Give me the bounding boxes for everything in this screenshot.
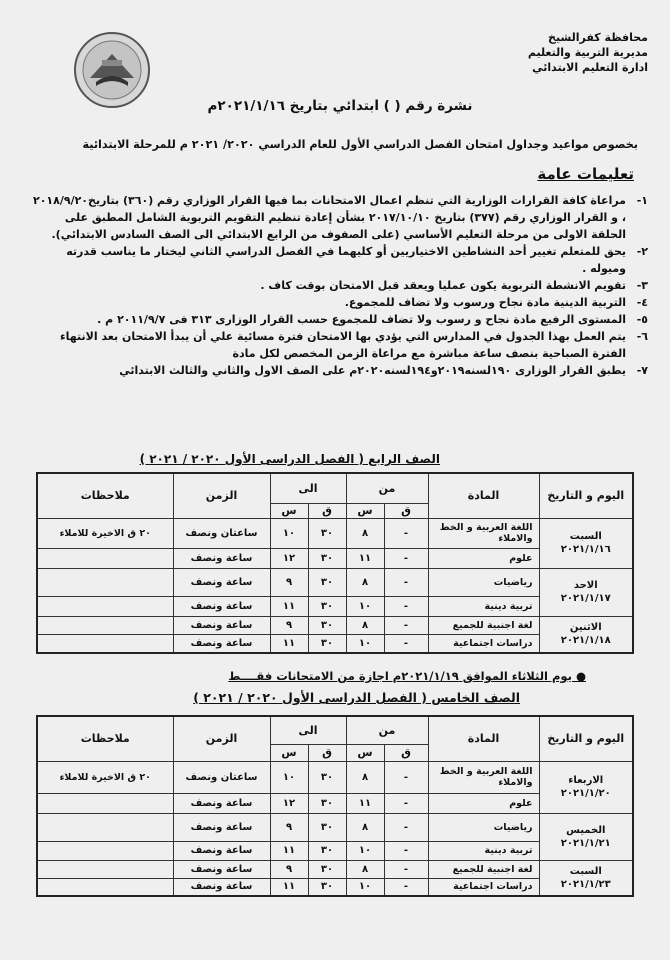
duration-cell: ساعة ونصف: [173, 634, 270, 653]
day-name: الاثنين: [569, 622, 602, 634]
from-hours-cell: ١٠: [346, 841, 384, 860]
from-hours-cell: ٨: [346, 518, 384, 548]
from-hours-cell: ٨: [346, 568, 384, 596]
from-minutes-cell: -: [384, 761, 428, 793]
instruction-number: ٣-: [636, 279, 648, 292]
ministry-header: [528, 30, 648, 75]
from-hours-header: س: [346, 744, 384, 761]
to-minutes-cell: ٣٠: [308, 860, 346, 878]
duration-cell: ساعة ونصف: [173, 793, 270, 813]
to-minutes-cell: ٣٠: [308, 761, 346, 793]
to-hours-header: س: [270, 503, 308, 518]
to-minutes-cell: ٣٠: [308, 596, 346, 616]
to-hours-cell: ٩: [270, 813, 308, 841]
to-header: الى: [270, 473, 346, 503]
duration-cell: ساعة ونصف: [173, 548, 270, 568]
instruction-text: يحق للمتعلم تغيير أحد النشاطين الاختياريين أو كليهما في الفصل الدراسي الثاني ليختار ما يناسب قدرته وميوله .: [66, 245, 626, 275]
to-minutes-cell: ٣٠: [308, 616, 346, 634]
to-hours-cell: ٩: [270, 616, 308, 634]
from-hours-cell: ١١: [346, 548, 384, 568]
grade4-schedule-table: [36, 472, 634, 654]
to-minutes-cell: ٣٠: [308, 841, 346, 860]
subject-cell: رياضيات: [428, 813, 539, 841]
instruction-text: يطبق القرار الوزارى ١٩٠لسنه٢٠١٩و١٩٤لسنه٢٠٢٠م على الصف الاول والثاني والثالث الابتدائي: [119, 364, 626, 377]
to-hours-cell: ١١: [270, 878, 308, 896]
subject-header: المادة: [428, 716, 539, 761]
subject-header: المادة: [428, 473, 539, 518]
remarks-header: ملاحظات: [37, 716, 173, 761]
to-minutes-cell: ٣٠: [308, 634, 346, 653]
table-row: [37, 568, 633, 596]
from-hours-cell: ١٠: [346, 634, 384, 653]
to-hours-cell: ١١: [270, 634, 308, 653]
subject-cell: علوم: [428, 793, 539, 813]
bulletin-title: نشرة رقم ( ) ابتدائي بتاريخ ٢٠٢١/١/١٦م: [207, 98, 473, 114]
remarks-cell: [37, 616, 173, 634]
day-date: ٢٠٢١/١/١٨: [560, 635, 611, 647]
subject-cell: دراسات اجتماعية: [428, 634, 539, 653]
to-hours-cell: ١٠: [270, 761, 308, 793]
duration-cell: ساعتان ونصف: [173, 761, 270, 793]
instruction-number: ٦-: [636, 330, 648, 343]
duration-cell: ساعة ونصف: [173, 596, 270, 616]
instruction-item: [30, 192, 648, 243]
subject-line: بخصوص مواعيد وجداول امتحان الفصل الدراسي الأول للعام الدراسي ٢٠٢٠/ ٢٠٢١ م للمرحلة الابتدائية: [82, 138, 638, 151]
instruction-text: تقويم الانشطة التربوية يكون عمليا ويعقد قبل الامتحان بوقت كاف .: [260, 279, 626, 292]
header-row: [37, 716, 633, 744]
instruction-number: ٤-: [636, 296, 648, 309]
day-name: الخميس: [566, 824, 606, 836]
grade4-title: الصف الرابع ( الفصل الدراسى الأول ٢٠٢٠ / ٢٠٢١ ): [139, 452, 440, 466]
header-directorate: مديرية التربية والتعليم: [527, 46, 648, 59]
duration-cell: ساعتان ونصف: [173, 518, 270, 548]
day-cell: [539, 568, 633, 616]
holiday-note-text: يوم الثلاثاء الموافق ٢٠٢١/١/١٩م اجازة من الامتحانات فقــــط: [228, 669, 572, 683]
to-hours-cell: ٩: [270, 860, 308, 878]
day-cell: [539, 518, 633, 568]
from-minutes-cell: -: [384, 616, 428, 634]
from-minutes-cell: -: [384, 841, 428, 860]
to-hours-cell: ١١: [270, 596, 308, 616]
duration-header: الزمن: [173, 473, 270, 518]
to-minutes-cell: ٣٠: [308, 793, 346, 813]
duration-cell: ساعة ونصف: [173, 813, 270, 841]
to-hours-cell: ١١: [270, 841, 308, 860]
from-hours-cell: ١١: [346, 793, 384, 813]
day-date: ٢٠٢١/١/١٧: [560, 593, 611, 604]
to-minutes-cell: ٣٠: [308, 878, 346, 896]
subject-cell: رياضيات: [428, 568, 539, 596]
to-hours-cell: ١٠: [270, 518, 308, 548]
header-governorate: محافظة كفرالشيخ: [548, 31, 648, 44]
table-row: [37, 860, 633, 878]
from-hours-cell: ٨: [346, 761, 384, 793]
instruction-item: [30, 294, 648, 311]
from-hours-cell: ٨: [346, 813, 384, 841]
table-row: [37, 518, 633, 548]
duration-cell: ساعة ونصف: [173, 860, 270, 878]
from-hours-cell: ١٠: [346, 596, 384, 616]
from-minutes-cell: -: [384, 793, 428, 813]
day-cell: [539, 860, 633, 896]
instruction-number: ٢-: [636, 245, 648, 258]
from-header: من: [346, 716, 428, 744]
remarks-cell: [37, 793, 173, 813]
from-minutes-header: ق: [384, 503, 428, 518]
remarks-cell: [37, 860, 173, 878]
duration-cell: ساعة ونصف: [173, 568, 270, 596]
to-minutes-cell: ٣٠: [308, 548, 346, 568]
from-minutes-header: ق: [384, 744, 428, 761]
to-minutes-header: ق: [308, 744, 346, 761]
from-minutes-cell: -: [384, 568, 428, 596]
duration-header: الزمن: [173, 716, 270, 761]
ministry-logo-icon: [72, 30, 152, 110]
table-row: [37, 761, 633, 793]
holiday-note: [228, 669, 586, 683]
instruction-number: ٧-: [636, 364, 648, 377]
table-row: [37, 616, 633, 634]
subject-cell: دراسات اجتماعية: [428, 878, 539, 896]
day-cell: [539, 761, 633, 813]
to-header: الى: [270, 716, 346, 744]
to-hours-cell: ١٢: [270, 548, 308, 568]
from-minutes-cell: -: [384, 860, 428, 878]
day-cell: [539, 616, 633, 653]
instruction-number: ٥-: [636, 313, 648, 326]
instruction-text: المستوى الرفيع مادة نجاح و رسوب ولا تضاف للمجموع حسب القرار الوزارى ٣١٣ فى ٢٠١١/٩/٧ م .: [97, 313, 626, 326]
from-hours-header: س: [346, 503, 384, 518]
day-date: ٢٠٢١/١/٢١: [560, 837, 611, 849]
subject-cell: علوم: [428, 548, 539, 568]
header-administration: ادارة التعليم الابتدائي: [532, 61, 648, 74]
subject-cell: لغة اجنبية للجميع: [428, 860, 539, 878]
to-minutes-cell: ٣٠: [308, 518, 346, 548]
remarks-cell: [37, 813, 173, 841]
from-header: من: [346, 473, 428, 503]
grade5-schedule-table: [36, 715, 634, 897]
duration-cell: ساعة ونصف: [173, 841, 270, 860]
to-minutes-header: ق: [308, 503, 346, 518]
to-minutes-cell: ٣٠: [308, 813, 346, 841]
duration-cell: ساعة ونصف: [173, 878, 270, 896]
to-hours-header: س: [270, 744, 308, 761]
instruction-text: مراعاة كافة القرارات الوزارية التي تنظم اعمال الامتحانات بما فيها القرار الوزاري رقم (٣٦٠) بتاريخ٢٠١٨/٩/٢٠ ، و القرار الوزاري رقم (٣٧٧) بتاريخ ٢٠١٧/١٠/١٠ بشأن إعادة تنظيم التقويم التربوية الشامل المطبق على الحلقة الاولى من مرحلة التعليم الأساسي (على الصفوف من الرابع الابتدائي الى الصف السادس الابتدائي).: [32, 194, 626, 241]
from-hours-cell: ١٠: [346, 878, 384, 896]
from-minutes-cell: -: [384, 813, 428, 841]
day-cell: [539, 813, 633, 860]
from-hours-cell: ٨: [346, 860, 384, 878]
general-instructions-title: تعليمات عامة: [537, 165, 634, 183]
to-hours-cell: ١٢: [270, 793, 308, 813]
day-header: اليوم و التاريخ: [539, 716, 633, 761]
from-minutes-cell: -: [384, 878, 428, 896]
remarks-cell: [37, 878, 173, 896]
instruction-item: [30, 277, 648, 294]
from-minutes-cell: -: [384, 596, 428, 616]
subject-cell: لغة اجنبية للجميع: [428, 616, 539, 634]
from-hours-cell: ٨: [346, 616, 384, 634]
day-header: اليوم و التاريخ: [539, 473, 633, 518]
remarks-cell: [37, 596, 173, 616]
from-minutes-cell: -: [384, 634, 428, 653]
remarks-cell: [37, 841, 173, 860]
duration-cell: ساعة ونصف: [173, 616, 270, 634]
to-minutes-cell: ٣٠: [308, 568, 346, 596]
instruction-text: يتم العمل بهذا الجدول في المدارس التي يؤدي بها الامتحان فترة مسائية علي أن يبدأ الامتحان بعد الانتهاء الفترة الصباحية بنصف ساعة مباشرة مع مراعاة الزمن المخصص لكل مادة: [60, 330, 626, 360]
from-minutes-cell: -: [384, 548, 428, 568]
to-hours-cell: ٩: [270, 568, 308, 596]
remarks-header: ملاحظات: [37, 473, 173, 518]
subject-cell: تربية دينية: [428, 596, 539, 616]
remarks-cell: ٢٠ ق الاخيرة للاملاء: [37, 761, 173, 793]
instructions-list: [30, 192, 648, 379]
grade5-title: الصف الخامس ( الفصل الدراسى الأول ٢٠٢٠ / ٢٠٢١ ): [193, 690, 520, 705]
instruction-item: [30, 328, 648, 362]
subject-cell: اللغة العربية و الخط والاملاء: [428, 761, 539, 793]
subject-cell: تربية دينية: [428, 841, 539, 860]
day-date: ٢٠٢١/١/١٦: [560, 544, 611, 555]
instruction-item: [30, 311, 648, 328]
header-row: [37, 473, 633, 503]
remarks-cell: [37, 548, 173, 568]
day-date: ٢٠٢١/١/٢٣: [560, 878, 611, 890]
bullet-icon: ●: [571, 669, 586, 683]
subject-cell: اللغة العربية و الخط والاملاء: [428, 518, 539, 548]
remarks-cell: [37, 568, 173, 596]
remarks-cell: ٢٠ ق الاخيرة للاملاء: [37, 518, 173, 548]
instruction-text: التربية الدينية مادة نجاح ورسوب ولا تضاف للمجموع.: [344, 296, 626, 309]
day-name: السبت: [569, 531, 602, 542]
day-name: السبت: [569, 865, 602, 877]
day-name: الاربعاء: [568, 775, 604, 786]
day-date: ٢٠٢١/١/٢٠: [560, 788, 611, 799]
day-name: الاحد: [573, 580, 598, 591]
instruction-item: [30, 243, 648, 277]
instruction-number: ١-: [636, 194, 648, 207]
from-minutes-cell: -: [384, 518, 428, 548]
instruction-item: [30, 362, 648, 379]
table-row: [37, 813, 633, 841]
remarks-cell: [37, 634, 173, 653]
